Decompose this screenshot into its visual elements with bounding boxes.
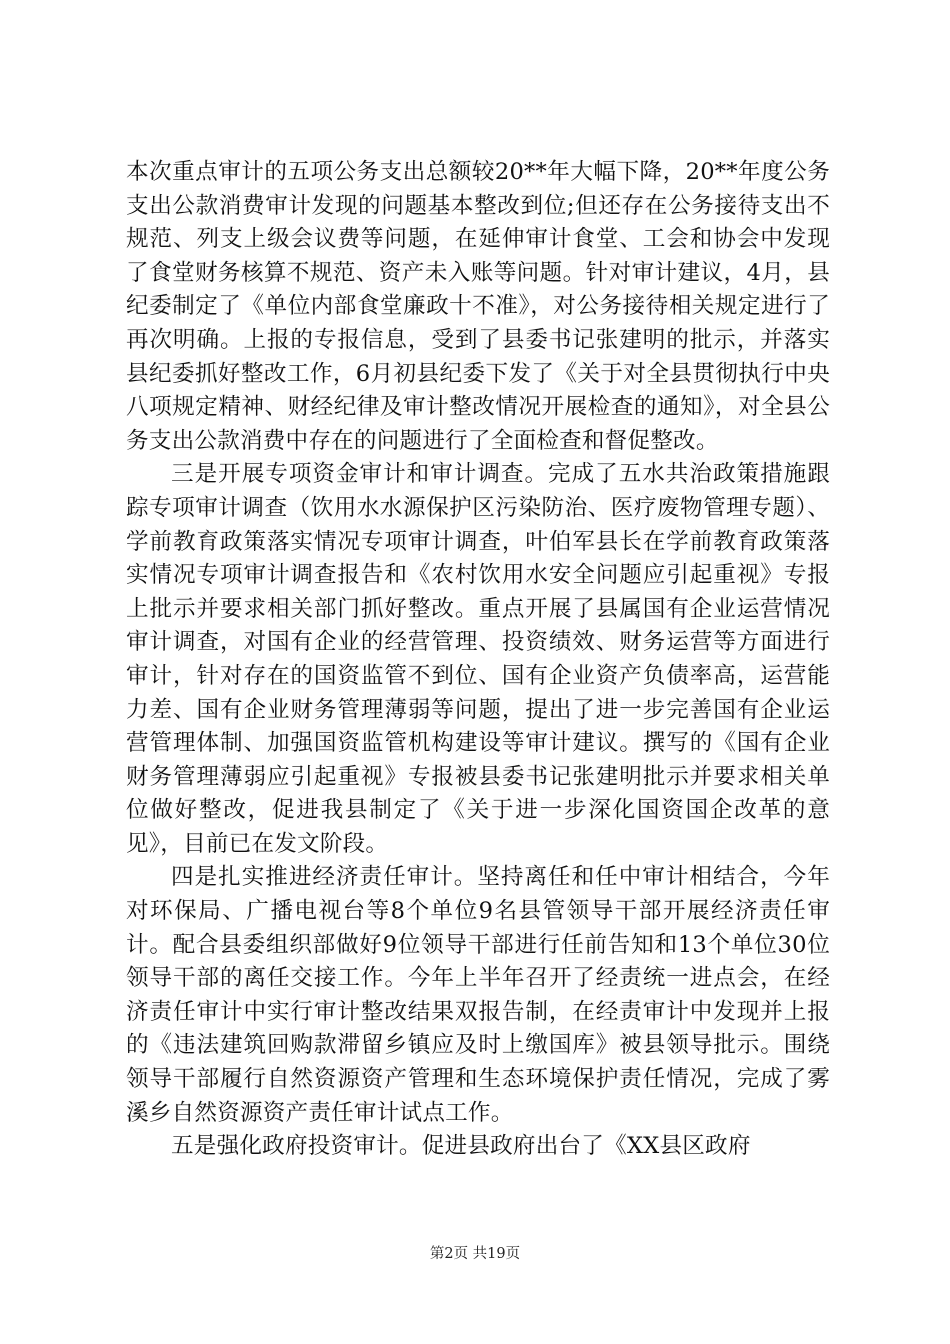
- paragraph-2: 三是开展专项资金审计和审计调查。完成了五水共治政策措施跟踪专项审计调查（饮用水水源保护区污染防治、医疗废物管理专题）、学前教育政策落实情况专项审计调查，叶伯军县长在学前教育政策落实情况专项审计调查报告和《农村饮用水安全问题应引起重视》专报上批示并要求相关部门抓好整改。重点开展了县属国有企业运营情况审计调查，对国有企业的经营管理、投资绩效、财务运营等方面进行审计，针对存在的国资监管不到位、国有企业资产负债率高，运营能力差、国有企业财务管理薄弱等问题，提出了进一步完善国有企业运营管理体制、加强国资监管机构建设等审计建议。撰写的《国有企业财务管理薄弱应引起重视》专报被县委书记张建明批示并要求相关单位做好整改，促进我县制定了《关于进一步深化国资国企改革的意见》，目前已在发文阶段。: [126, 461, 830, 857]
- page-footer: [0, 1244, 950, 1264]
- document-body: [126, 156, 830, 1164]
- paragraph-4: 五是强化政府投资审计。促进县政府出台了《XX县区政府: [171, 1133, 751, 1160]
- paragraph-3: 四是扎实推进经济责任审计。坚持离任和任中审计相结合，今年对环保局、广播电视台等8个单位9名县管领导干部开展经济责任审计。配合县委组织部做好9位领导干部进行任前告知和13个单位30位领导干部的离任交接工作。今年上半年召开了经责统一进点会，在经济责任审计中实行审计整改结果双报告制，在经责审计中发现并上报的《违法建筑回购款滞留乡镇应及时上缴国库》被县领导批示。围绕领导干部履行自然资源资产管理和生态环境保护责任情况，完成了雾溪乡自然资源资产责任审计试点工作。: [126, 864, 830, 1126]
- page-number: 第2页 共19页: [429, 1246, 521, 1262]
- paragraph-1: 本次重点审计的五项公务支出总额较20**年大幅下降，20**年度公务支出公款消费审计发现的问题基本整改到位;但还存在公务接待支出不规范、列支上级会议费等问题，在延伸审计食堂、工会和协会中发现了食堂财务核算不规范、资产未入账等问题。针对审计建议，4月，县纪委制定了《单位内部食堂廉政十不准》，对公务接待相关规定进行了再次明确。上报的专报信息，受到了县委书记张建明的批示，并落实县纪委抓好整改工作，6月初县纪委下发了《关于对全县贯彻执行中央八项规定精神、财经纪律及审计整改情况开展检查的通知》，对全县公务支出公款消费中存在的问题进行了全面检查和督促整改。: [126, 159, 830, 454]
